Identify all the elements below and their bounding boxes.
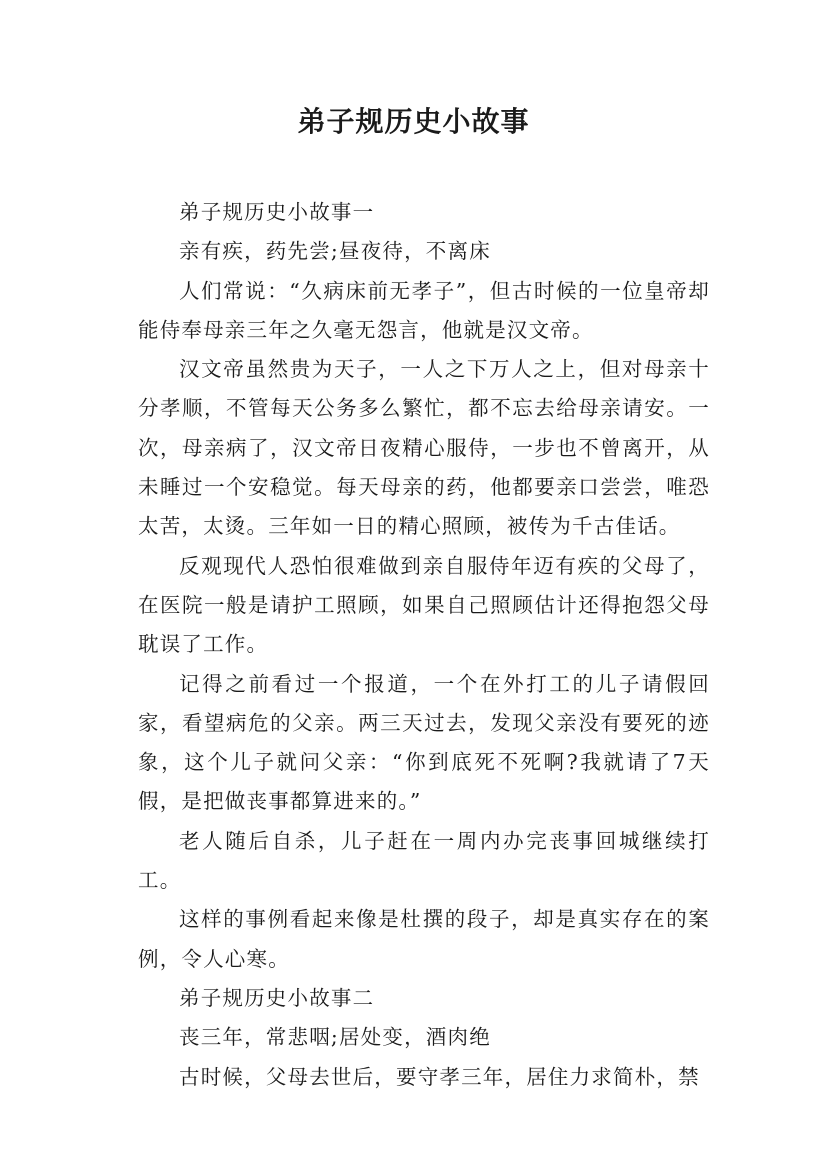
paragraph-section-heading-2: 弟子规历史小故事二 — [179, 985, 375, 1010]
paragraph: 汉文帝虽然贵为天子，一人之下万人之上，但对母亲十分孝顺，不管每天公务多么繁忙，都不忘去给母亲请安。一次，母亲病了，汉文帝日夜精心服侍，一步也不曾离开，从未睡过一个安稳觉。每天母亲的药，他都要亲口尝尝，唯恐太苦，太烫。三年如一日的精心照顾，被传为千古佳话。 — [138, 357, 710, 539]
paragraph-quote-1: 亲有疾，药先尝;昼夜待，不离床 — [179, 239, 491, 264]
document-body — [138, 193, 710, 1097]
paragraph-section-heading-1: 弟子规历史小故事一 — [179, 200, 375, 224]
paragraph: 人们常说：“久病床前无孝子”，但古时候的一位皇帝却能侍奉母亲三年之久毫无怨言，他就是汉文帝。 — [138, 278, 710, 342]
paragraph-quote-2: 丧三年，常悲咽;居处变，酒肉绝 — [179, 1025, 491, 1050]
paragraph: 古时候，父母去世后，要守孝三年，居住力求简朴，禁 — [179, 1064, 700, 1089]
paragraph: 记得之前看过一个报道，一个在外打工的儿子请假回家，看望病危的父亲。两三天过去，发现父亲没有要死的迹象，这个儿子就问父亲：“你到底死不死啊?我就请了7天假，是把做丧事都算进来的。” — [138, 671, 710, 814]
paragraph: 老人随后自杀，儿子赶在一周内办完丧事回城继续打工。 — [138, 828, 710, 893]
document-title: 弟子规历史小故事 — [297, 105, 530, 138]
paragraph: 反观现代人恐怕很难做到亲自服侍年迈有疾的父母了，在医院一般是请护工照顾，如果自己照顾估计还得抱怨父母耽误了工作。 — [138, 553, 710, 657]
paragraph: 这样的事例看起来像是杜撰的段子，却是真实存在的案例，令人心寒。 — [138, 907, 710, 971]
